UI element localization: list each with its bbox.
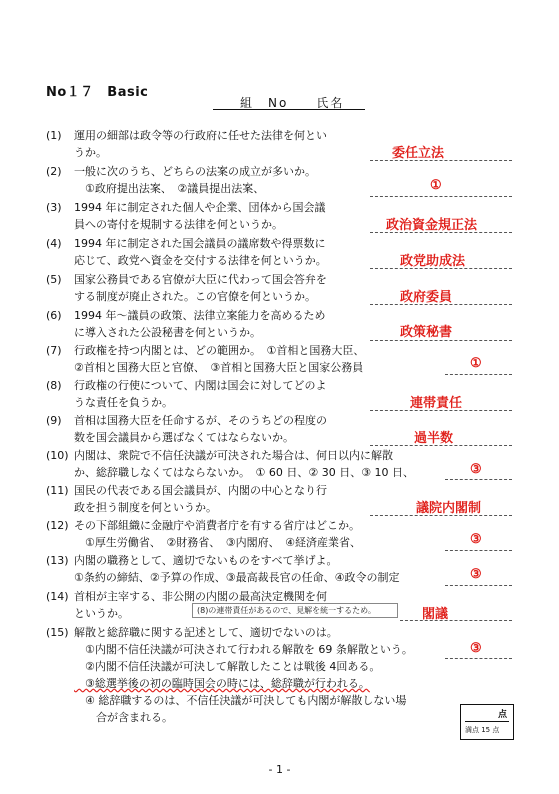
question-text: うか。 xyxy=(74,146,107,159)
answer-line xyxy=(370,196,512,197)
answer-line xyxy=(370,340,512,341)
question-number: (13) xyxy=(46,554,69,567)
answer-line xyxy=(445,585,512,586)
question-7 xyxy=(46,342,376,376)
question-number: (5) xyxy=(46,273,62,286)
question-text: 国家公務員である官僚が大臣に代わって国会答弁を xyxy=(74,273,327,286)
question-number: (7) xyxy=(46,344,62,357)
answer-4: 政党助成法 xyxy=(400,254,466,269)
answer-line xyxy=(400,620,512,621)
score-box xyxy=(460,704,514,740)
question-1 xyxy=(46,127,376,161)
name-underline xyxy=(213,109,365,110)
question-text: ④ 総辞職するのは、不信任決議が可決しても内閣が解散しない場 xyxy=(74,694,407,707)
question-11 xyxy=(46,482,376,516)
question-text: する制度が廃止された。この官僚を何というか。 xyxy=(74,290,316,303)
answer-line xyxy=(445,374,512,375)
question-number: (6) xyxy=(46,309,62,322)
question-text: 応じて、政党へ資金を交付する法律を何というか。 xyxy=(74,254,327,267)
question-5 xyxy=(46,271,376,305)
question-text: うな責任を負うか。 xyxy=(74,396,173,409)
question-number: (8) xyxy=(46,379,62,392)
question-8 xyxy=(46,377,376,411)
question-number: (9) xyxy=(46,414,62,427)
question-number: (4) xyxy=(46,237,62,250)
answer-line xyxy=(370,304,512,305)
answer-line xyxy=(370,268,512,269)
answer-line xyxy=(370,445,512,446)
question-number: (14) xyxy=(46,590,69,603)
question-text: 国民の代表である国会議員が、内閣の中心となり行 xyxy=(74,484,327,497)
answer-8: 連帯責任 xyxy=(410,396,463,411)
answer-11: 議院内閣制 xyxy=(416,501,482,516)
answer-line xyxy=(445,479,512,480)
answer-13: ③ xyxy=(470,567,482,582)
question-text: ②首相と国務大臣と官僚、 ③首相と国務大臣と国家公務員 xyxy=(74,361,364,374)
question-text: ①条約の締結、②予算の作成、③最高裁長官の任命、④政令の制定 xyxy=(74,571,400,584)
answer-15: ③ xyxy=(470,641,482,656)
answer-6: 政策秘書 xyxy=(400,325,453,340)
question-text: 行政権の行使について、内閣は国会に対してどのよ xyxy=(74,379,327,392)
answer-line xyxy=(445,658,512,659)
question-10 xyxy=(46,447,415,481)
question-text: 員への寄付を規制する法律を何というか。 xyxy=(74,218,283,231)
question-text: 行政権を持つ内閣とは、どの範囲か。 ①首相と国務大臣、 xyxy=(74,344,365,357)
question-text: その下部組織に金融庁や消費者庁を有する省庁はどこか。 xyxy=(74,519,360,532)
review-comment-box: (8)の連帯責任があるので、見解を統一するため。 xyxy=(192,603,398,618)
name-header: 組 No 氏名 xyxy=(240,96,345,110)
answer-12: ③ xyxy=(470,532,482,547)
question-text: 解散と総辞職に関する記述として、適切でないのは。 xyxy=(74,626,338,639)
document-title: No１７ Basic xyxy=(46,85,149,100)
question-3 xyxy=(46,199,376,233)
question-4 xyxy=(46,235,376,269)
question-text: ①政府提出法案、 ②議員提出法案、 xyxy=(74,182,265,195)
answer-9: 過半数 xyxy=(414,431,454,446)
question-12 xyxy=(46,517,376,551)
question-text: ③総選挙後の初の臨時国会の時には、総辞職が行われる。 xyxy=(74,677,370,690)
page-number: - 1 - xyxy=(268,763,291,776)
answer-1: 委任立法 xyxy=(392,146,445,161)
question-text: ②内閣不信任決議が可決して解散したことは戦後 4回ある。 xyxy=(74,660,381,673)
question-text: 1994 年～議員の政策、法律立案能力を高めるため xyxy=(74,309,326,322)
question-13 xyxy=(46,552,400,586)
question-text: か、総辞職しなくてはならないか。 ① 60 日、② 30 日、③ 10 日、 xyxy=(74,466,415,479)
question-text: 内閣は、衆院で不信任決議が可決された場合は、何日以内に解散 xyxy=(74,449,393,462)
answer-2: ① xyxy=(430,178,442,193)
question-number: (2) xyxy=(46,165,62,178)
question-number: (15) xyxy=(46,626,69,639)
question-text: 数を国会議員から選ばなくてはならないか。 xyxy=(74,431,294,444)
answer-line xyxy=(370,232,512,233)
question-text: 政を担う制度を何というか。 xyxy=(74,501,217,514)
answer-line xyxy=(370,160,512,161)
question-text: 内閣の職務として、適切でないものをすべて挙げよ。 xyxy=(74,554,338,567)
answer-line xyxy=(370,515,512,516)
score-underline xyxy=(465,721,509,722)
question-2 xyxy=(46,163,376,197)
question-number: (3) xyxy=(46,201,62,214)
question-number: (12) xyxy=(46,519,69,532)
question-text: というか。 xyxy=(74,607,129,620)
question-number: (1) xyxy=(46,129,62,142)
question-text: ①内閣不信任決議が可決されて行われる解散を 69 条解散という。 xyxy=(74,643,413,656)
question-text: に導入された公設秘書を何というか。 xyxy=(74,326,261,339)
question-text: 運用の細部は政令等の行政府に任せた法律を何とい xyxy=(74,129,327,142)
question-text: 首相が主宰する、非公開の内閣の最高決定機関を何 xyxy=(74,590,327,603)
max-score: 満点 15 点 xyxy=(465,726,500,734)
answer-10: ③ xyxy=(470,462,482,477)
question-text: 1994 年に制定された個人や企業、団体から国会議 xyxy=(74,201,326,214)
answer-3: 政治資金規正法 xyxy=(386,218,478,233)
question-text: 一般に次のうち、どちらの法案の成立が多いか。 xyxy=(74,165,316,178)
question-6 xyxy=(46,307,376,341)
score-label: 点 xyxy=(497,710,507,720)
answer-7: ① xyxy=(470,356,482,371)
answer-5: 政府委員 xyxy=(400,290,453,305)
question-text: 1994 年に制定された国会議員の議席数や得票数に xyxy=(74,237,326,250)
question-number: (10) xyxy=(46,449,69,462)
answer-14: 閣議 xyxy=(422,607,449,622)
question-9 xyxy=(46,412,376,446)
answer-line xyxy=(445,550,512,551)
question-text: 合が含まれる。 xyxy=(74,711,173,724)
question-15 xyxy=(46,624,466,726)
question-number: (11) xyxy=(46,484,69,497)
answer-line xyxy=(370,410,512,411)
question-text: ①厚生労働省、 ②財務省、 ③内閣府、 ④経済産業省、 xyxy=(74,536,361,549)
question-text: 首相は国務大臣を任命するが、そのうちどの程度の xyxy=(74,414,327,427)
